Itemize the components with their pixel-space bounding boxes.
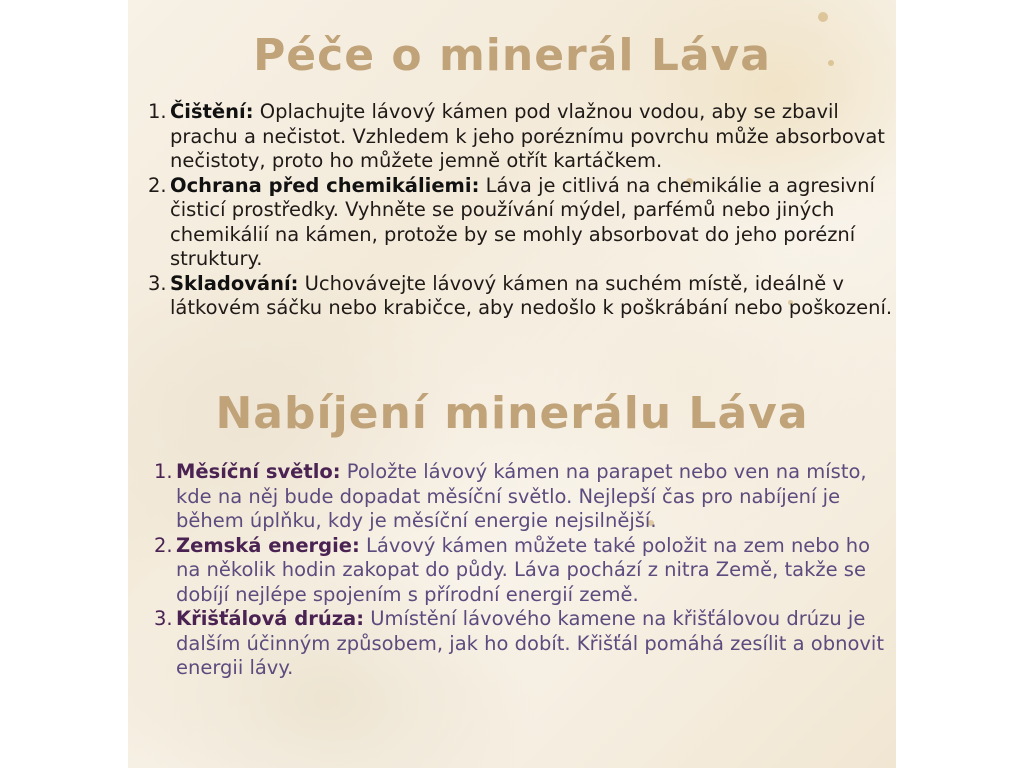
list-item: [148, 174, 893, 272]
care-list: [148, 100, 893, 321]
item-text: Lávový kámen můžete také položit na zem nebo ho na několik hodin zakopat do půdy. Láva pochází z nitra Země, takže se dobíjí nejlépe spojením s přírodní energií země.: [176, 533, 871, 606]
item-text: Umístění lávového kamene na křišťálovou drúzu je dalším účinným způsobem, jak ho dobít. Křišťál pomáhá zesílit a obnovit energii lávy.: [176, 607, 884, 679]
list-number: 3.: [148, 271, 167, 295]
sparkle: [818, 12, 828, 22]
list-number: 1.: [154, 460, 173, 483]
item-heading: Čištění:: [170, 100, 254, 123]
item-text: Oplachujte lávový kámen pod vlažnou vodou, aby se zbavil prachu a nečistot. Vzhledem k jeho poréznímu povrchu může absorbovat nečistoty, proto ho můžete jemně otřít kartáčkem.: [170, 100, 885, 172]
item-text: Láva je citlivá na chemikálie a agresivní čisticí prostředky. Vyhněte se používání mýdel, parfémů nebo jiných chemikálií na kámen, protože by se mohly absorbovat do jeho porézní struktury.: [170, 173, 875, 270]
charge-list: [154, 460, 889, 681]
list-item: [154, 534, 889, 608]
list-item: [154, 607, 889, 681]
list-number: 2.: [154, 533, 173, 557]
item-heading: Měsíční světlo:: [176, 460, 341, 483]
list-item: [154, 460, 889, 534]
list-number: 3.: [154, 607, 173, 630]
content-panel: [128, 0, 896, 768]
item-heading: Zemská energie:: [176, 533, 360, 557]
list-item: [148, 272, 893, 321]
list-number: 1.: [148, 100, 167, 123]
list-item: [148, 100, 893, 174]
item-heading: Ochrana před chemikáliemi:: [170, 173, 480, 197]
item-heading: Křišťálová drúza:: [176, 607, 365, 630]
item-heading: Skladování:: [170, 271, 299, 295]
list-number: 2.: [148, 173, 167, 197]
item-text: Uchovávejte lávový kámen na suchém místě, ideálně v látkovém sáčku nebo krabičce, aby nedošlo k poškrábání nebo poškození.: [170, 271, 893, 319]
charge-title: Nabíjení minerálu Láva: [215, 388, 809, 439]
care-title: Péče o minerál Láva: [253, 30, 771, 81]
item-text: Položte lávový kámen na parapet nebo ven na místo, kde na něj bude dopadat měsíční světlo. Nejlepší čas pro nabíjení je během úplňku, kdy je měsíční energie nejsilnější.: [176, 460, 867, 532]
